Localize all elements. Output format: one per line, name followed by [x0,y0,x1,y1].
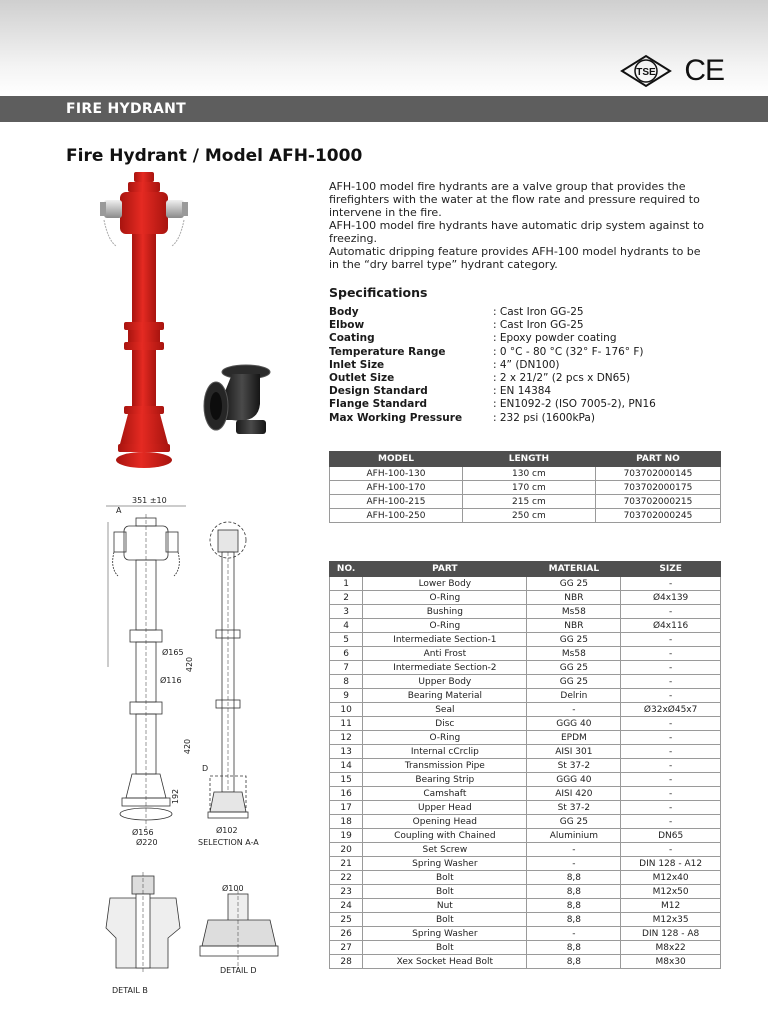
table-row [330,675,721,689]
table-row [330,495,721,509]
table-cell: AFH-100-130 [330,467,463,481]
table-cell: St 37-2 [527,801,621,815]
table-cell: - [621,759,721,773]
table-cell: - [527,703,621,717]
table-cell: Bearing Strip [363,773,527,787]
table-cell: 5 [330,633,363,647]
table-cell: GG 25 [527,815,621,829]
product-description [329,180,709,271]
table-cell: 703702000175 [595,481,720,495]
parts-table-header [330,562,721,577]
table-cell: - [621,801,721,815]
table-cell: 27 [330,941,363,955]
table-row [330,857,721,871]
column-header: NO. [330,562,363,577]
table-row [330,773,721,787]
table-cell: - [621,843,721,857]
table-cell: 19 [330,829,363,843]
spec-row [329,319,729,332]
table-cell: - [621,773,721,787]
spec-label: Elbow [329,319,365,332]
table-cell: DIN 128 - A12 [621,857,721,871]
spec-label: Outlet Size [329,372,395,385]
table-cell: DIN 128 - A8 [621,927,721,941]
spec-value: : 0 °C - 80 °C (32° F- 176° F) [493,345,644,358]
dim-width: 351 ±10 [132,496,167,505]
table-cell: 4 [330,619,363,633]
dim-100: Ø100 [222,884,244,893]
table-cell: - [527,927,621,941]
table-cell: Bolt [363,941,527,955]
table-row [330,787,721,801]
table-cell: M12x35 [621,913,721,927]
table-cell: Upper Head [363,801,527,815]
table-row [330,815,721,829]
table-cell: NBR [527,591,621,605]
table-cell: - [621,605,721,619]
detail-b-caption: DETAIL B [112,986,148,995]
spec-row [329,306,729,319]
table-cell: Bolt [363,871,527,885]
table-cell: - [621,675,721,689]
table-cell: M12x50 [621,885,721,899]
hydrant-photo [94,168,194,473]
table-cell: Ms58 [527,605,621,619]
table-cell: 215 cm [462,495,595,509]
description-paragraph: Automatic dripping feature provides AFH-100 model hydrants to be in the “dry barrel type” hydrant category. [329,245,701,271]
table-cell: Bolt [363,913,527,927]
spec-row [329,398,729,411]
table-row [330,633,721,647]
table-cell: Ø4x116 [621,619,721,633]
table-cell: Bushing [363,605,527,619]
table-cell: 28 [330,955,363,969]
table-cell: AFH-100-250 [330,509,463,523]
table-row [330,467,721,481]
table-row [330,717,721,731]
table-cell: 703702000145 [595,467,720,481]
table-cell: 1 [330,577,363,591]
spec-label: Coating [329,332,375,345]
table-cell: O-Ring [363,731,527,745]
table-cell: - [621,633,721,647]
dim-116: Ø116 [160,676,182,685]
table-cell: - [621,815,721,829]
table-cell: 21 [330,857,363,871]
table-cell: 23 [330,885,363,899]
dim-102: Ø102 [216,826,238,835]
table-cell: AFH-100-215 [330,495,463,509]
section-header: FIRE HYDRANT [0,96,768,122]
table-row [330,661,721,675]
table-cell: EPDM [527,731,621,745]
table-cell: 11 [330,717,363,731]
table-cell: GG 25 [527,633,621,647]
table-cell: - [621,731,721,745]
table-cell: 6 [330,647,363,661]
spec-label: Flange Standard [329,398,428,411]
table-cell: Intermediate Section-2 [363,661,527,675]
table-cell: NBR [527,619,621,633]
detail-b-drawing [96,868,192,978]
table-cell: - [621,717,721,731]
spec-value: : EN 14384 [493,385,552,398]
table-cell: 18 [330,815,363,829]
table-cell: Transmission Pipe [363,759,527,773]
table-row [330,605,721,619]
table-cell: Seal [363,703,527,717]
table-cell: - [621,647,721,661]
table-row [330,927,721,941]
table-cell: 9 [330,689,363,703]
spec-row [329,346,729,359]
table-row [330,689,721,703]
section-marker-a: A [116,506,122,515]
spec-label: Inlet Size [329,358,385,371]
table-cell: Aluminium [527,829,621,843]
table-row [330,703,721,717]
spec-row [329,332,729,345]
table-row [330,829,721,843]
spec-row [329,372,729,385]
table-cell: O-Ring [363,619,527,633]
table-cell: 24 [330,899,363,913]
spec-label: Design Standard [329,385,428,398]
table-cell: 20 [330,843,363,857]
description-paragraph: AFH-100 model fire hydrants have automatic drip system against to freezing. [329,219,705,245]
svg-text:TSE: TSE [636,67,657,78]
table-row [330,941,721,955]
table-cell: 16 [330,787,363,801]
table-cell: Ø32xØ45x7 [621,703,721,717]
table-row [330,871,721,885]
parts-table [329,561,721,969]
product-title: Fire Hydrant / Model AFH-1000 [66,146,363,166]
tse-mark-icon [618,52,674,90]
table-cell: GGG 40 [527,717,621,731]
table-row [330,745,721,759]
table-cell: - [621,661,721,675]
table-cell: 3 [330,605,363,619]
table-cell: Coupling with Chained [363,829,527,843]
table-cell: M8x22 [621,941,721,955]
table-cell: - [527,857,621,871]
spec-value: : Cast Iron GG-25 [493,319,584,332]
table-cell: - [527,843,621,857]
table-cell: 26 [330,927,363,941]
table-cell: M12x40 [621,871,721,885]
column-header: LENGTH [462,452,595,467]
table-cell: 10 [330,703,363,717]
table-cell: Spring Washer [363,927,527,941]
table-cell: GGG 40 [527,773,621,787]
description-paragraph: AFH-100 model fire hydrants are a valve group that provides the firefighters with the water at the flow rate and pressure required to intervene in the fire. [329,180,700,219]
table-cell: Internal cCrclip [363,745,527,759]
spec-label: Body [329,306,359,318]
table-cell: 8,8 [527,885,621,899]
certification-logos [618,52,724,90]
dim-156: Ø156 [132,828,154,837]
table-cell: - [621,689,721,703]
table-cell: Xex Socket Head Bolt [363,955,527,969]
spec-row [329,412,729,425]
table-row [330,509,721,523]
detail-marker-d: D [202,764,209,773]
spec-value: : Epoxy powder coating [493,332,617,345]
dim-420-bottom: 420 [183,738,193,755]
table-cell: Disc [363,717,527,731]
table-row [330,885,721,899]
table-cell: 8,8 [527,871,621,885]
table-row [330,647,721,661]
table-cell: 8,8 [527,899,621,913]
table-row [330,801,721,815]
table-cell: AISI 420 [527,787,621,801]
table-cell: 12 [330,731,363,745]
table-cell: Delrin [527,689,621,703]
table-cell: Spring Washer [363,857,527,871]
dim-165: Ø165 [162,648,184,657]
table-cell: Upper Body [363,675,527,689]
table-row [330,843,721,857]
table-cell: 703702000215 [595,495,720,509]
section-caption: SELECTION A-A [198,838,259,847]
table-cell: 130 cm [462,467,595,481]
table-cell: 17 [330,801,363,815]
table-row [330,955,721,969]
table-cell: M8x30 [621,955,721,969]
table-cell: Nut [363,899,527,913]
model-table [329,451,721,523]
detail-d-caption: DETAIL D [220,966,257,975]
spec-value: : 2 x 21/2” (2 pcs x DN65) [493,372,631,385]
table-cell: 15 [330,773,363,787]
table-cell: Bolt [363,885,527,899]
table-cell: 14 [330,759,363,773]
table-cell: 25 [330,913,363,927]
dim-220: Ø220 [136,838,158,847]
detail-d-drawing [196,890,282,970]
technical-drawing-section [200,500,270,840]
table-cell: O-Ring [363,591,527,605]
column-header: SIZE [621,562,721,577]
table-row [330,899,721,913]
table-cell: Ø4x139 [621,591,721,605]
table-cell: 8,8 [527,913,621,927]
table-cell: Camshaft [363,787,527,801]
table-cell: - [621,745,721,759]
table-cell: - [621,577,721,591]
ce-mark: CE [684,54,724,87]
table-cell: - [621,787,721,801]
table-row [330,481,721,495]
table-cell: 8,8 [527,955,621,969]
specifications-title: Specifications [329,285,428,300]
elbow-photo [202,364,274,440]
table-cell: 703702000245 [595,509,720,523]
spec-label: Temperature Range [329,345,446,358]
column-header: MATERIAL [527,562,621,577]
table-cell: 250 cm [462,509,595,523]
spec-value: : 232 psi (1600kPa) [493,411,595,424]
table-row [330,619,721,633]
table-row [330,731,721,745]
dim-420-top: 420 [185,656,195,673]
table-row [330,759,721,773]
table-cell: GG 25 [527,661,621,675]
table-cell: 13 [330,745,363,759]
table-cell: GG 25 [527,577,621,591]
table-cell: 8,8 [527,941,621,955]
spec-value: : EN1092-2 (ISO 7005-2), PN16 [493,398,656,411]
technical-drawing-front [96,492,196,852]
column-header: MODEL [330,452,463,467]
table-cell: M12 [621,899,721,913]
spec-label: Max Working Pressure [329,411,463,424]
table-cell: DN65 [621,829,721,843]
table-row [330,577,721,591]
spec-row [329,359,729,372]
table-cell: 2 [330,591,363,605]
table-row [330,591,721,605]
spec-value: : 4” (DN100) [493,358,560,371]
table-cell: Set Screw [363,843,527,857]
column-header: PART NO [595,452,720,467]
column-header: PART [363,562,527,577]
specifications-list [329,306,729,425]
table-cell: 7 [330,661,363,675]
table-cell: GG 25 [527,675,621,689]
spec-value: : Cast Iron GG-25 [493,306,584,318]
table-cell: AFH-100-170 [330,481,463,495]
table-cell: Anti Frost [363,647,527,661]
table-cell: Bearing Material [363,689,527,703]
dim-192: 192 [171,788,181,805]
table-cell: 22 [330,871,363,885]
table-cell: Lower Body [363,577,527,591]
table-row [330,913,721,927]
table-cell: 170 cm [462,481,595,495]
spec-row [329,385,729,398]
table-cell: AISI 301 [527,745,621,759]
table-cell: Ms58 [527,647,621,661]
table-cell: Intermediate Section-1 [363,633,527,647]
table-cell: 8 [330,675,363,689]
table-cell: Opening Head [363,815,527,829]
table-cell: St 37-2 [527,759,621,773]
model-table-header [330,452,721,467]
